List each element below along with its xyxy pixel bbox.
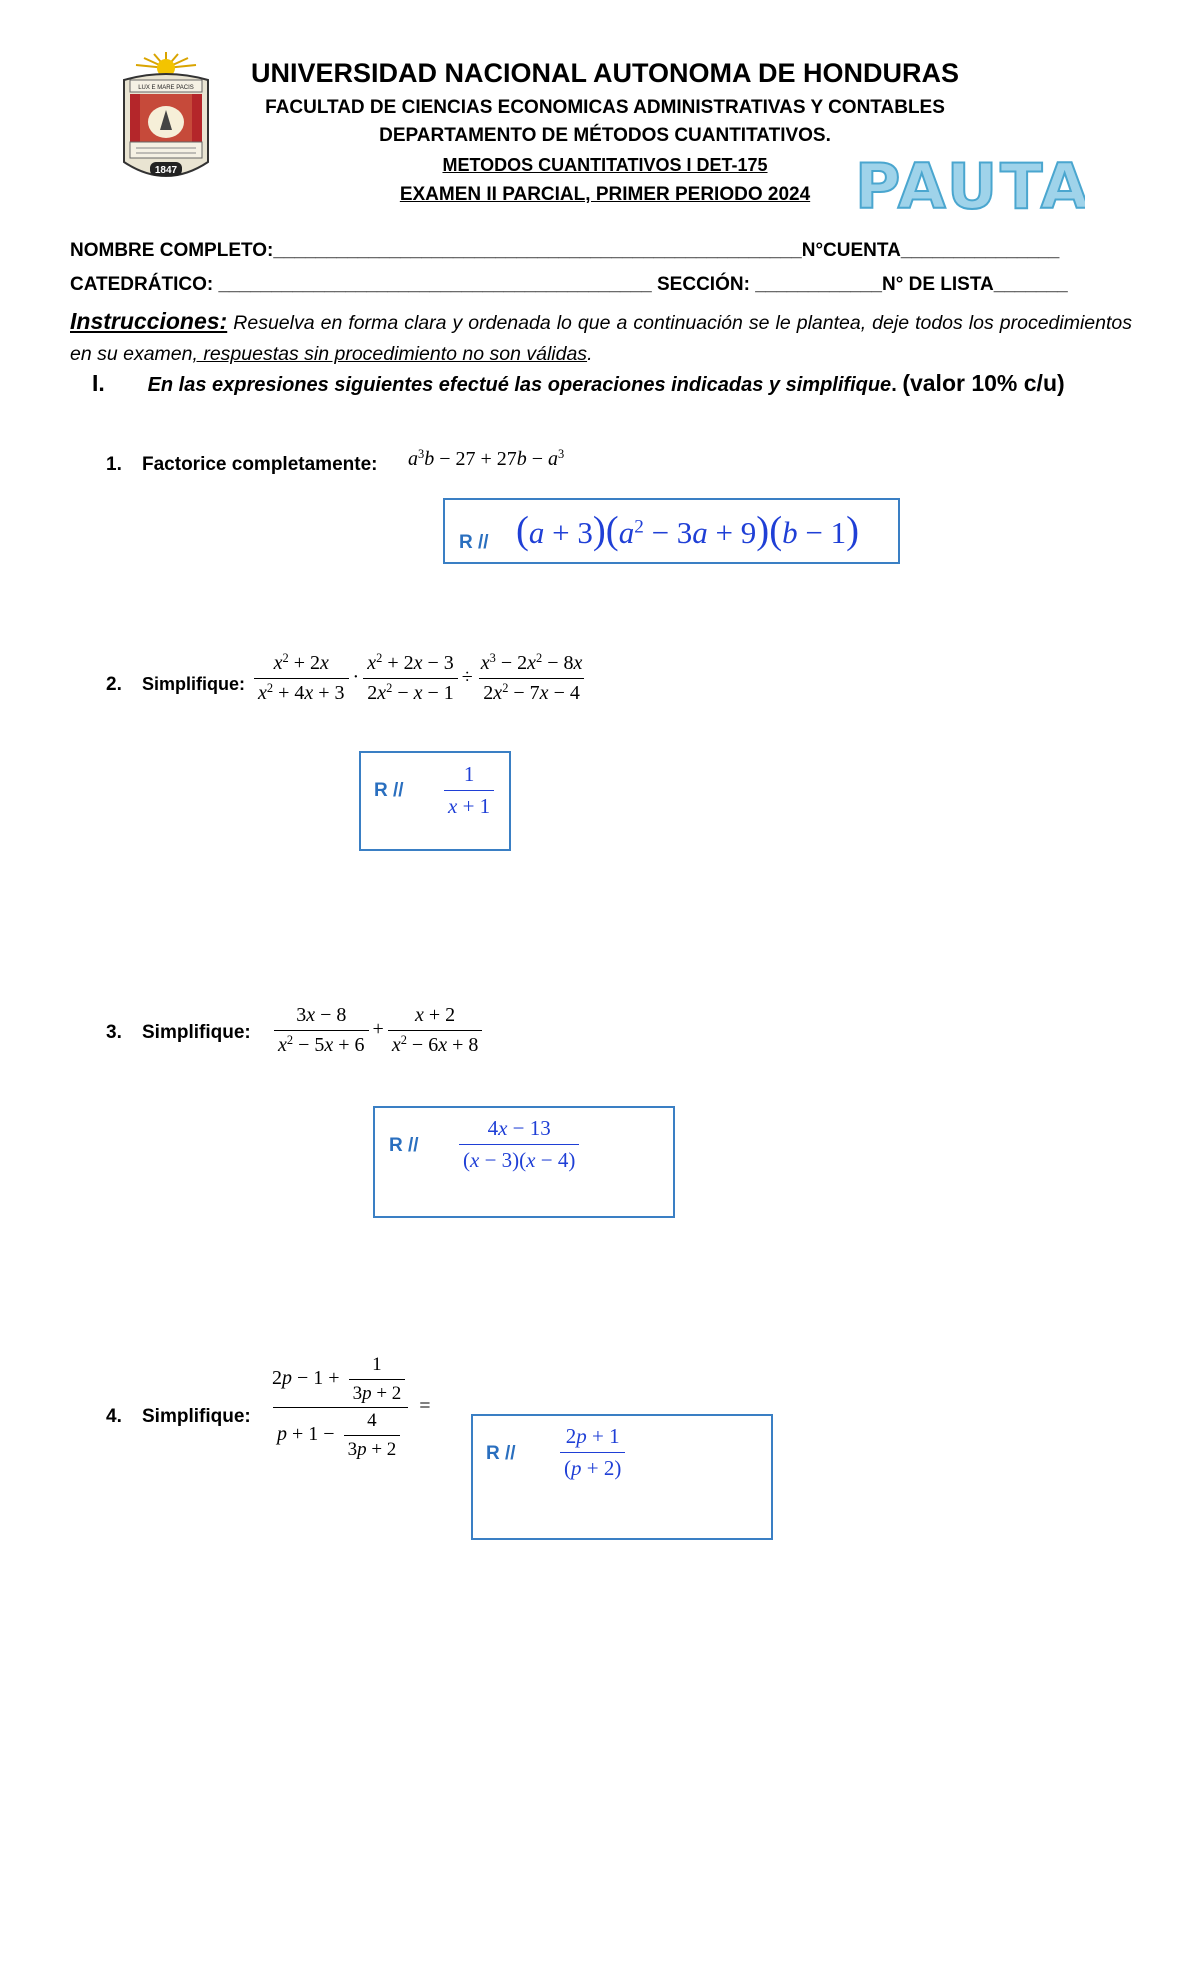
course-title-text: METODOS CUANTITATIVOS I DET-175 bbox=[442, 155, 768, 175]
account-label: N°CUENTA bbox=[801, 240, 901, 261]
instructions-text: Resuelva en forma clara y ordenada lo que a continuación se le plantea, deje todos los procedimientos en su examen bbox=[70, 312, 1133, 365]
instructions-end: . bbox=[587, 343, 593, 365]
pauta-stamp bbox=[855, 150, 1085, 225]
answer-1-label: R // bbox=[459, 532, 489, 553]
answer-4-expression: $\frac{2p + 1}{(p + 2)}$ bbox=[556, 1424, 629, 1481]
question-3-number: 3. bbox=[106, 1022, 122, 1043]
question-3-prompt: Simplifique: bbox=[142, 1022, 251, 1043]
instructions-warning: , respuestas sin procedimiento no son válidas bbox=[192, 343, 588, 365]
answer-3-label: R // bbox=[389, 1135, 419, 1156]
section-label: SECCIÓN: bbox=[657, 274, 750, 295]
seal-motto: LUX E MARE PACIS bbox=[138, 85, 194, 91]
question-1-number: 1. bbox=[106, 454, 122, 475]
section-input-line[interactable]: ____________ bbox=[755, 274, 882, 295]
question-2-expression: $\frac{x^2 + 2x}{x^2 + 4x + 3}$ · $\frac{x^2 + 2x - 3}{2x^2 - x - 1}$ ÷ $\frac{x^3 - 2x^2 - 8x}{2x^2 - 7x - 4}$ bbox=[250, 652, 590, 705]
teacher-label: CATEDRÁTICO: bbox=[70, 274, 214, 295]
university-title: UNIVERSIDAD NACIONAL AUTONOMA DE HONDURAS bbox=[250, 58, 960, 88]
answer-2-label: R // bbox=[374, 780, 404, 801]
teacher-row bbox=[70, 274, 1068, 296]
name-input-line[interactable]: __________________________________________________ bbox=[273, 240, 802, 261]
answer-1-expression: $(a + 3)(a^2 - 3a + 9)(b - 1)$ bbox=[516, 509, 859, 552]
name-label: NOMBRE COMPLETO: bbox=[70, 240, 274, 261]
answer-2-expression: $\frac{1}{x + 1}$ bbox=[440, 762, 498, 819]
account-input-line[interactable]: _______________ bbox=[900, 240, 1060, 261]
section-dot: . bbox=[891, 374, 897, 396]
question-2-number: 2. bbox=[106, 674, 122, 695]
faculty-title: FACULTAD DE CIENCIAS ECONOMICAS ADMINISTRATIVAS Y CONTABLES bbox=[265, 97, 945, 118]
pauta-stamp-text: PAUTA bbox=[855, 150, 1085, 220]
teacher-input-line[interactable]: _________________________________________ bbox=[218, 274, 652, 295]
section-numeral: I. bbox=[92, 370, 105, 396]
answer-4-label: R // bbox=[486, 1443, 516, 1464]
question-4-prompt: Simplifique: bbox=[142, 1406, 251, 1427]
exam-title-text: EXAMEN II PARCIAL, PRIMER PERIODO 2024 bbox=[399, 184, 811, 205]
question-1-prompt: Factorice completamente: bbox=[142, 454, 378, 475]
name-row bbox=[70, 240, 1059, 262]
instructions bbox=[70, 306, 1132, 370]
question-4-number: 4. bbox=[106, 1406, 122, 1427]
question-4-expression: 2p − 1 + $\frac{1}{3p + 2}$ p + 1 − $\frac{4}{3p + 2}$ = bbox=[272, 1354, 431, 1460]
question-2-prompt: Simplifique: bbox=[142, 674, 245, 694]
seal-year: 1847 bbox=[154, 165, 178, 176]
department-title: DEPARTAMENTO DE MÉTODOS CUANTITATIVOS. bbox=[379, 125, 831, 146]
section-value: (valor 10% c/u) bbox=[902, 370, 1065, 396]
instructions-label: Instrucciones: bbox=[70, 308, 228, 334]
section-heading bbox=[92, 370, 1065, 397]
list-input-line[interactable]: _______ bbox=[993, 274, 1068, 295]
question-1-expression: $a^3b - 27 + 27b - a^3$ bbox=[408, 447, 565, 470]
section-text: En las expresiones siguientes efectué las operaciones indicadas y simplifique bbox=[147, 374, 892, 396]
list-label: N° DE LISTA bbox=[882, 274, 994, 295]
answer-3-expression: $\frac{4x - 13}{(x - 3)(x - 4)}$ bbox=[455, 1116, 583, 1173]
question-3-expression: $\frac{3x - 8}{x^2 - 5x + 6}$ + $\frac{x + 2}{x^2 - 6x + 8}$ bbox=[270, 1004, 486, 1057]
